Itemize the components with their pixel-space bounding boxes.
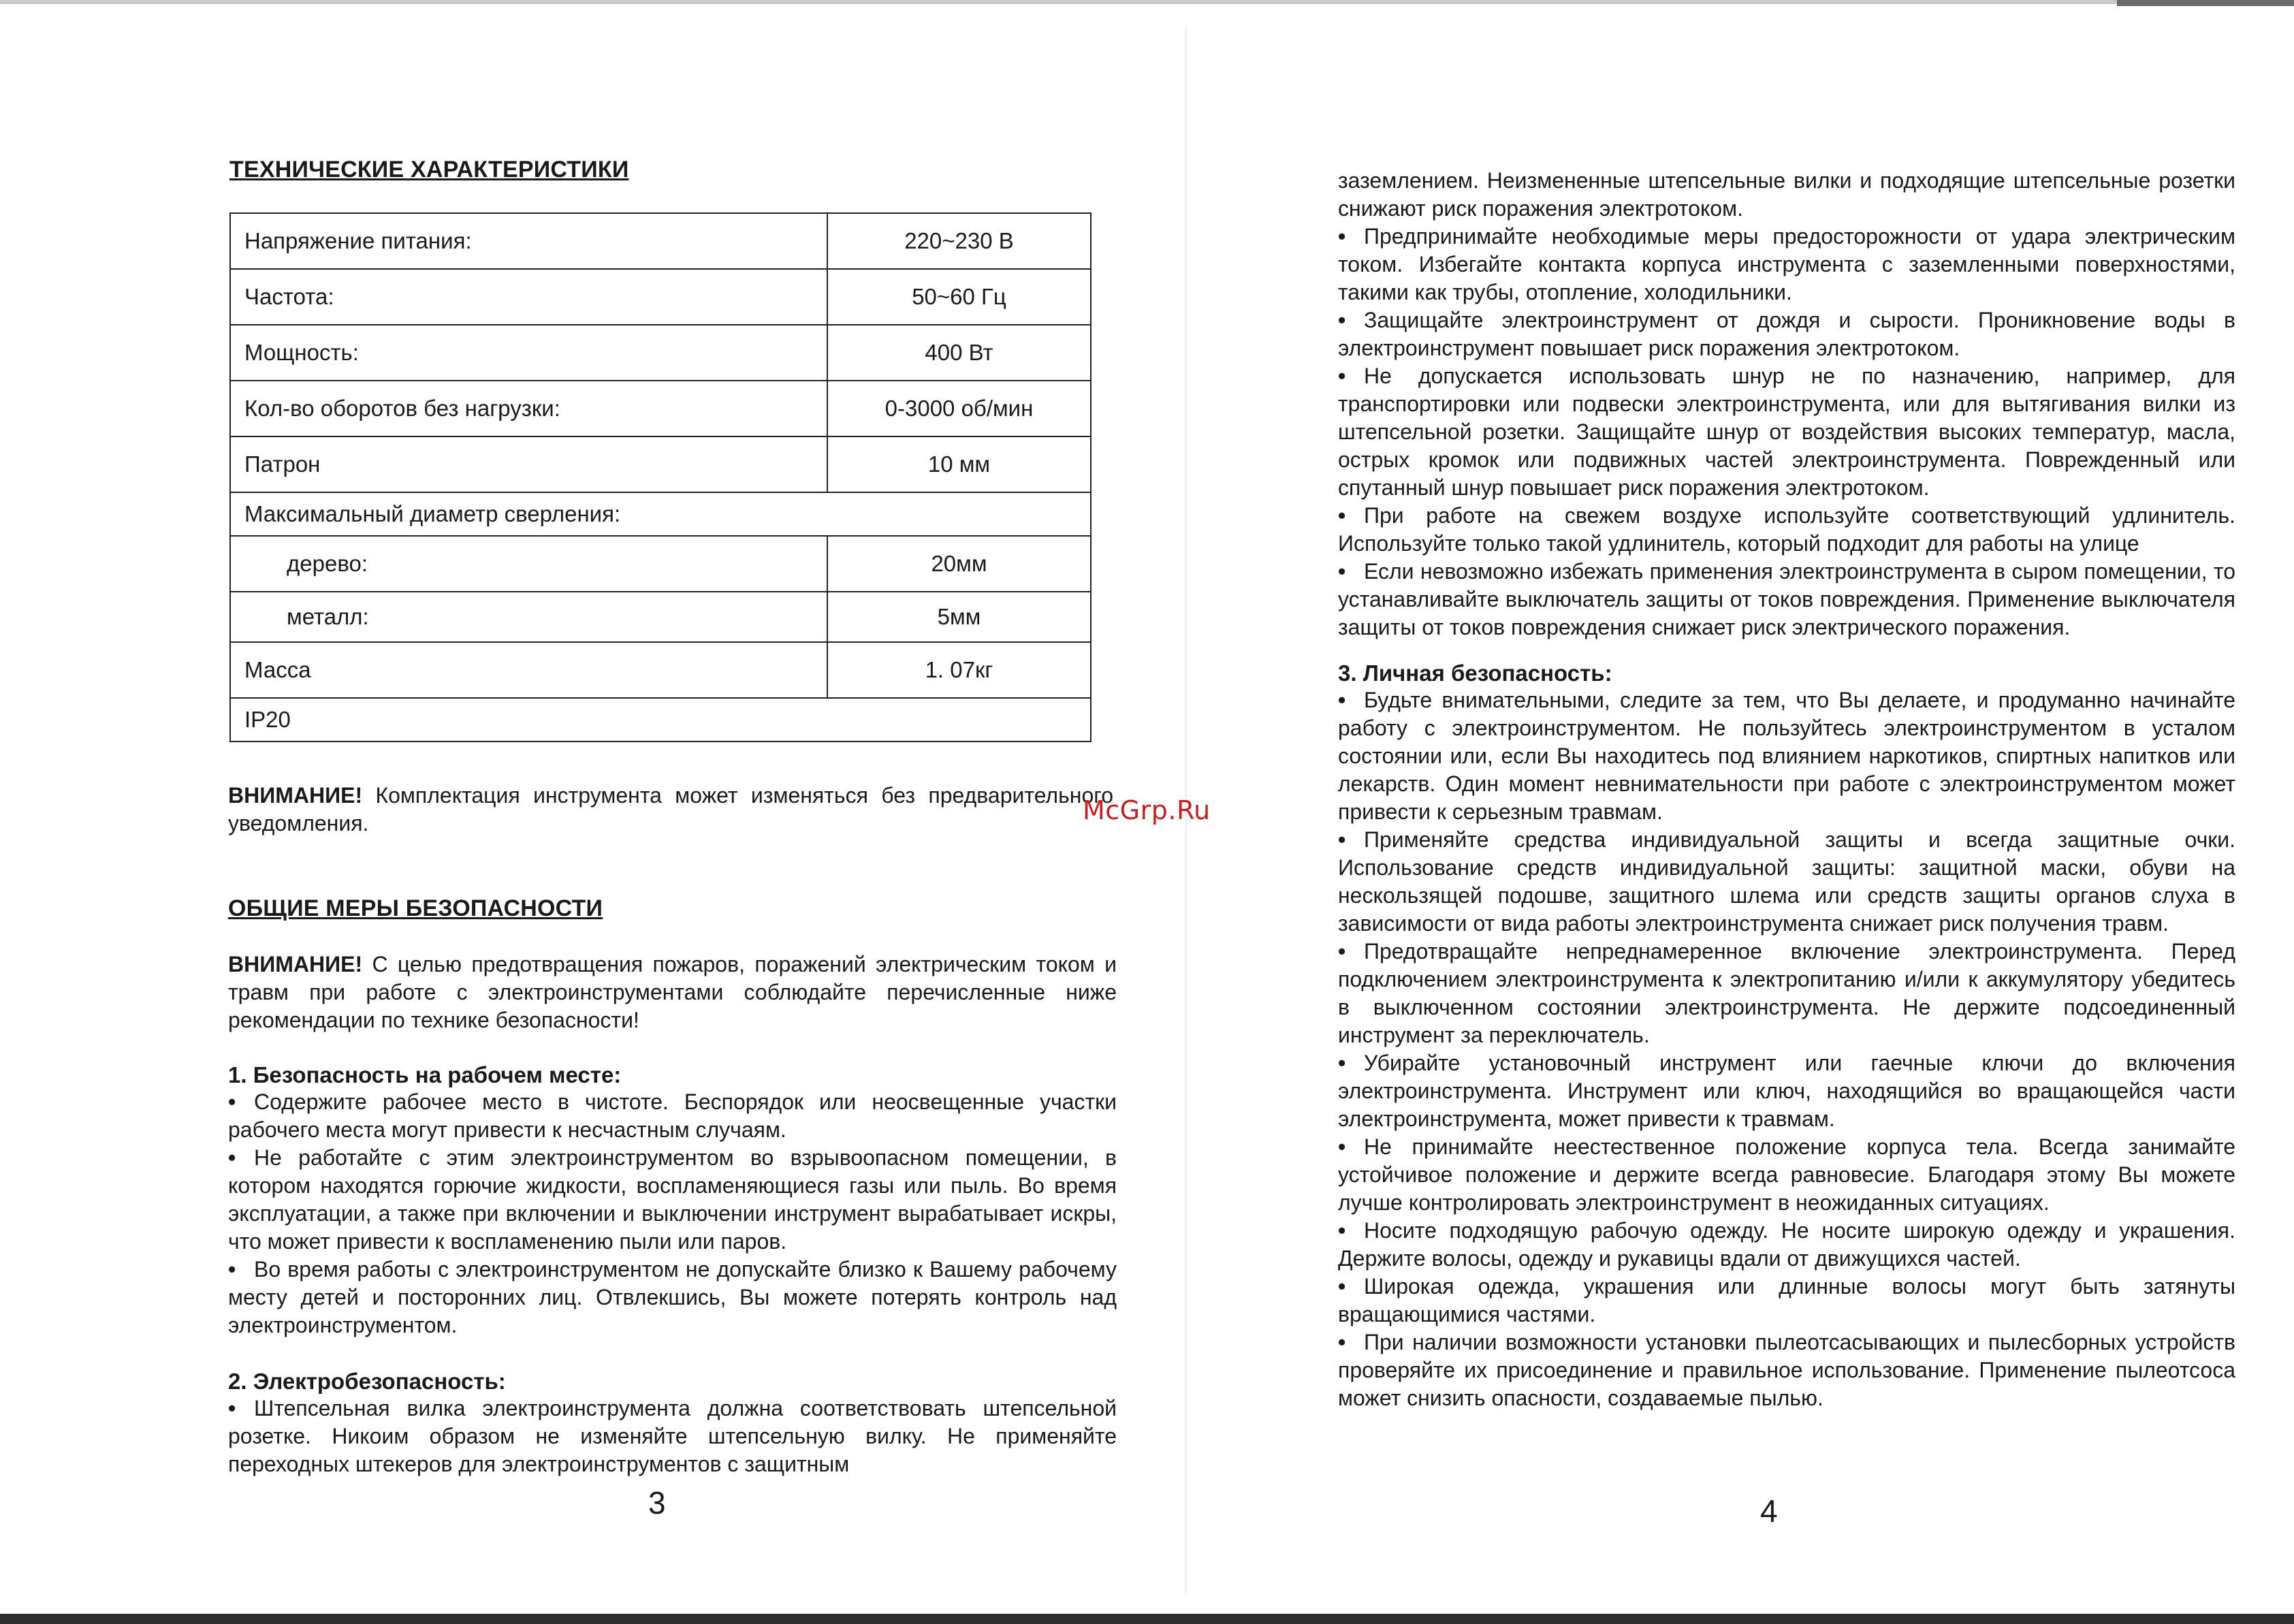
bullet-icon: • <box>1338 827 1346 852</box>
list-item-text: Не работайте с этим электроинструментом во взрывоопасном помещении, в котором находятся горючие жидкости, воспламеняющиеся газы или пыль. Во время эксплуатации, а также при включении и выключении инструмент вырабатывает искры, что может привести к воспламенению пыли или паров. <box>228 1145 1117 1254</box>
spec-table <box>229 212 1092 742</box>
list-item <box>1338 1133 2235 1217</box>
list-item <box>1338 362 2235 502</box>
spec-row <box>230 325 1091 381</box>
safety-intro <box>228 951 1117 1034</box>
spec-label: Мощность: <box>230 325 827 381</box>
list-item-text: Применяйте средства индивидуальной защиты и всегда защитные очки. Использование средств индивидуальной защиты: защитной маски, обуви на нескользящей подошве, защитного шлема или средств защиты органов слуха в зависимости от вида работы электроинструмента снижает риск получения травм. <box>1338 827 2235 936</box>
spec-row <box>230 592 1091 642</box>
bullet-icon: • <box>228 1145 236 1170</box>
scan-edge-bottom <box>0 1614 2294 1624</box>
bullet-icon: • <box>1338 1274 1346 1299</box>
page-number: 3 <box>648 1485 666 1520</box>
safety-title: ОБЩИЕ МЕРЫ БЕЗОПАСНОСТИ <box>228 895 603 921</box>
spec-row-header <box>230 492 1091 536</box>
list-item-text: Предпринимайте необходимые меры предосторожности от удара электрическим током. Избегайте контакта корпуса инструмента с заземленными поверхностями, такими как трубы, отопление, холодильники. <box>1338 224 2235 304</box>
list-item-text: Не допускается использовать шнур не по назначению, например, для транспортировки или подвески электроинструмента, или для вытягивания вилки из штепсельной розетки. Защищайте шнур от воздействия высоких температур, масла, острых кромок или подвижных частей электроинструмента. Поврежденный или спутанный шнур повышает риск поражения электротоком. <box>1338 364 2235 500</box>
bullet-icon: • <box>1338 503 1346 528</box>
bullet-icon: • <box>1338 308 1346 332</box>
bullet-icon: • <box>228 1257 236 1281</box>
list-item <box>1338 686 2235 826</box>
section-1-title: 1. Безопасность на рабочем месте: <box>228 1062 622 1087</box>
list-item <box>1338 1328 2235 1412</box>
list-item <box>1338 306 2235 362</box>
spec-label: Частота: <box>230 269 827 325</box>
section-2 <box>228 1369 1117 1478</box>
tech-specs-title: ТЕХНИЧЕСКИЕ ХАРАКТЕРИСТИКИ <box>229 157 629 182</box>
bullet-icon: • <box>1338 224 1346 249</box>
spec-row <box>230 536 1091 592</box>
spec-row <box>230 698 1091 742</box>
attention-note <box>228 782 1113 838</box>
list-item <box>1338 502 2235 558</box>
spec-label: IP20 <box>230 698 1091 742</box>
attention-text: Комплектация инструмента может изменяться без предварительного уведомления. <box>228 783 1114 835</box>
bullet-icon: • <box>1338 939 1346 964</box>
safety-intro-text: С целью предотвращения пожаров, поражений электрическим током и травм при работе с электроинструментами соблюдайте перечисленные ниже рекомендации по технике безопасности! <box>228 952 1117 1032</box>
spec-value: 20мм <box>827 536 1091 592</box>
list-item-text: Не принимайте неестественное положение корпуса тела. Всегда занимайте устойчивое положение и держите всегда равновесие. Благодаря этому Вы можете лучше контролировать электроинструмент в неожиданных ситуациях. <box>1338 1134 2235 1215</box>
spec-label: Масса <box>230 642 827 698</box>
list-item <box>228 1256 1117 1339</box>
spec-value: 10 мм <box>827 436 1091 492</box>
list-item-text: Если невозможно избежать применения электроинструмента в сыром помещении, то устанавливайте выключатель защиты от токов повреждения. Применение выключателя защиты от токов повреждения снижает риск электрического поражения. <box>1338 559 2235 639</box>
section-1 <box>228 1062 1117 1339</box>
bullet-icon: • <box>1338 364 1346 388</box>
list-item <box>1338 826 2235 938</box>
list-item-text: Штепсельная вилка электроинструмента должна соответствовать штепсельной розетке. Никоим образом не изменяйте штепсельную вилку. Не применяйте переходных штекеров для электроинструментов с защитным <box>228 1396 1117 1476</box>
spec-row <box>230 269 1091 325</box>
spec-value: 220~230 В <box>827 213 1091 269</box>
list-item <box>228 1144 1117 1256</box>
right-column-text <box>1338 167 2235 1412</box>
watermark: McGrp.Ru <box>1083 795 1211 825</box>
list-item <box>1338 938 2235 1049</box>
spec-label: Патрон <box>230 436 827 492</box>
spec-label: металл: <box>230 592 827 642</box>
spec-value: 1. 07кг <box>827 642 1091 698</box>
list-item-text: Во время работы с электроинструментом не допускайте близко к Вашему рабочему месту детей и посторонних лиц. Отвлекшись, Вы можете потерять контроль над электроинструментом. <box>228 1257 1117 1337</box>
attention-word: ВНИМАНИЕ! <box>228 952 363 976</box>
list-item <box>1338 1273 2235 1328</box>
bullet-icon: • <box>228 1396 236 1420</box>
list-item <box>1338 1217 2235 1273</box>
scan-edge-top <box>0 0 2294 4</box>
list-item-text: При работе на свежем воздухе используйте соответствующий удлинитель. Используйте только такой удлинитель, который подходит для работы на улице <box>1338 503 2235 556</box>
spec-row <box>230 642 1091 698</box>
section-2-title: 2. Электробезопасность: <box>228 1369 506 1394</box>
list-item-text: Носите подходящую рабочую одежду. Не носите широкую одежду и украшения. Держите волосы, одежду и рукавицы вдали от движущихся частей. <box>1338 1218 2235 1271</box>
continuation-text: заземлением. Неизмененные штепсельные вилки и подходящие штепсельные розетки снижают риск поражения электротоком. <box>1338 168 2235 221</box>
list-item-text: При наличии возможности установки пылеотсасывающих и пылесборных устройств проверяйте их присоединение и правильное использование. Применение пылеотсоса может снизить опасности, создаваемые пылью. <box>1338 1330 2235 1410</box>
bullet-icon: • <box>1338 688 1346 712</box>
bullet-icon: • <box>228 1089 236 1114</box>
bullet-icon: • <box>1338 1330 1346 1354</box>
bullet-icon: • <box>1338 559 1346 584</box>
list-item <box>228 1088 1117 1144</box>
spec-label: дерево: <box>230 536 827 592</box>
list-item-text: Предотвращайте непреднамеренное включение электроинструмента. Перед подключением электроинструмента к электропитанию и/или к аккумулятору убедитесь в выключенном состоянии электроинструмента. Не держите подсоединенный инструмент за переключатель. <box>1338 939 2235 1047</box>
scan-edge-top-dark <box>2117 0 2294 6</box>
spec-row <box>230 381 1091 436</box>
spec-value: 0-3000 об/мин <box>827 381 1091 436</box>
bullet-icon: • <box>1338 1051 1346 1075</box>
section-3-title: 3. Личная безопасность: <box>1338 660 1612 686</box>
spec-row <box>230 436 1091 492</box>
bullet-icon: • <box>1338 1134 1346 1159</box>
list-item-text: Широкая одежда, украшения или длинные волосы могут быть затянуты вращающимися частями. <box>1338 1274 2235 1326</box>
bullet-icon: • <box>1338 1218 1346 1243</box>
spec-value: 5мм <box>827 592 1091 642</box>
list-item-text: Содержите рабочее место в чистоте. Беспорядок или неосвещенные участки рабочего места могут привести к несчастным случаям. <box>228 1089 1117 1142</box>
spec-value: 50~60 Гц <box>827 269 1091 325</box>
spec-row <box>230 213 1091 269</box>
list-item <box>1338 558 2235 641</box>
list-item-text: Убирайте установочный инструмент или гаечные ключи до включения электроинструмента. Инструмент или ключ, находящийся во вращающейся части электроинструмента, может привести к травмам. <box>1338 1051 2235 1131</box>
list-item <box>1338 1049 2235 1133</box>
list-item <box>1338 223 2235 306</box>
list-item <box>228 1395 1117 1478</box>
attention-word: ВНИМАНИЕ! <box>228 783 363 808</box>
spec-label: Кол-во оборотов без нагрузки: <box>230 381 827 436</box>
page-number: 4 <box>1760 1493 1778 1529</box>
spec-group-label: Максимальный диаметр сверления: <box>230 492 1091 536</box>
spec-value: 400 Вт <box>827 325 1091 381</box>
list-item-text: Защищайте электроинструмент от дождя и сырости. Проникновение воды в электроинструмент повышает риск поражения электротоком. <box>1338 308 2235 360</box>
spec-label: Напряжение питания: <box>230 213 827 269</box>
list-item-text: Будьте внимательными, следите за тем, что Вы делаете, и продуманно начинайте работу с электроинструментом. Не пользуйтесь электроинструментом в усталом состоянии или, если Вы находитесь под влиянием наркотиков, спиртных напитков или лекарств. Один момент невнимательности при работе с электроинструментом может привести к серьезным травмам. <box>1338 688 2235 824</box>
